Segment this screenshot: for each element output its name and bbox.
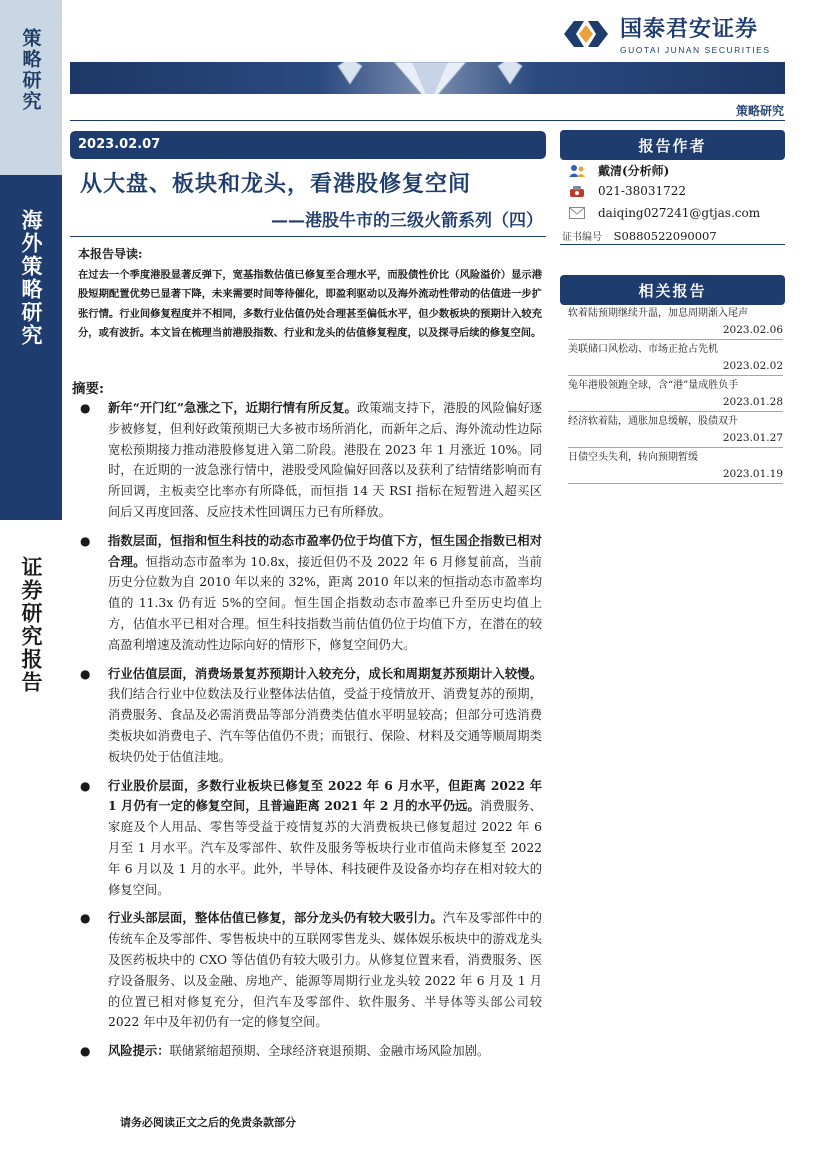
bullet-icon: ●: [80, 778, 91, 793]
summary-item-text: 联储紧缩超预期、全球经济衰退预期、金融市场风险加剧。: [169, 1044, 490, 1059]
summary-item: [80, 664, 542, 768]
logo-chinese: 国泰君安证券: [620, 17, 759, 42]
related-report-item[interactable]: [568, 306, 783, 340]
related-report-title[interactable]: 美联储口风松动、市场正抢占先机: [568, 344, 718, 355]
band-section-bottom: [0, 520, 62, 1170]
band-label-middle: 海外策略研究: [19, 209, 43, 347]
related-reports-list: [568, 306, 783, 486]
summary-item-lead: 新年“开门红”急涨之下，近期行情有所反复。: [108, 400, 357, 415]
diamond-icon: [370, 62, 490, 94]
summary-item-lead: 指数层面，恒指和恒生科技的动态市盈率仍位于均值下方，恒生国企指数已相对合理。: [108, 532, 542, 569]
bullet-icon: ●: [80, 666, 91, 681]
related-report-item[interactable]: [568, 414, 783, 448]
footer-disclaimer: 请务必阅读正文之后的免责条款部分: [120, 1116, 296, 1129]
report-subtitle: ——港股牛市的三级火箭系列（四）: [271, 211, 543, 231]
bullet-icon: ●: [80, 1044, 91, 1059]
author-box-heading: 报告作者: [560, 130, 785, 160]
related-report-title[interactable]: 日债空头失利，转向预期暂缓: [568, 452, 698, 463]
related-report-date: 2023.02.02: [568, 358, 783, 376]
header-banner: [70, 62, 785, 94]
summary-item: [80, 1041, 542, 1062]
related-report-date: 2023.01.27: [568, 430, 783, 448]
email-icon: [568, 206, 586, 220]
related-report-title[interactable]: 兔年港股领跑全球，含“港”量成胜负手: [568, 380, 739, 391]
header-category-tag: 策略研究: [735, 104, 784, 118]
certificate-number: S0880522090007: [613, 229, 717, 243]
certificate-label: 证书编号: [562, 232, 602, 243]
summary-item: [80, 398, 542, 523]
intro-heading: 本报告导读:: [78, 247, 143, 261]
band-label-bottom: 证券研究报告: [19, 556, 43, 694]
related-report-item[interactable]: [568, 342, 783, 376]
summary-item: [80, 908, 542, 1033]
band-label-top: 策略研究: [19, 28, 42, 112]
bullet-icon: ●: [80, 533, 91, 548]
certificate-row: [562, 228, 717, 243]
author-name: 戴清(分析师): [598, 164, 670, 178]
band-section-middle: [0, 175, 62, 520]
related-report-date: 2023.01.19: [568, 466, 783, 484]
summary-heading: 摘要:: [72, 381, 104, 397]
author-email[interactable]: daiqing027241@gtjas.com: [598, 206, 761, 220]
related-report-title[interactable]: 经济软着陆，通胀加息缓解，股债双升: [568, 416, 738, 427]
related-report-date: 2023.01.28: [568, 394, 783, 412]
person-icon: [568, 164, 586, 178]
company-logo: [560, 12, 771, 55]
small-diamond-icon: [335, 62, 365, 86]
summary-item-lead: 风险提示：: [108, 1043, 170, 1059]
report-intro: [78, 245, 542, 343]
author-email-row: [568, 206, 760, 220]
related-reports-heading: 相关报告: [560, 275, 785, 305]
author-phone: 021-38031722: [598, 184, 687, 198]
small-diamond-icon: [495, 62, 525, 86]
title-divider: [70, 236, 546, 237]
summary-item-lead: 行业股价层面，多数行业板块已修复至 2022 年 6 月水平，但距离 2022 年 1 月仍有一定的修复空间，且普遍距离 2021 年 2 月的水平仍远。: [108, 777, 542, 814]
related-report-item[interactable]: [568, 450, 783, 484]
bullet-icon: ●: [80, 911, 91, 926]
report-title: 从大盘、板块和龙头，看港股修复空间: [80, 172, 472, 197]
related-report-date: 2023.02.06: [568, 322, 783, 340]
summary-item-lead: 行业估值层面，消费场景复苏预期计入较充分，成长和周期复苏预期计入较慢。: [108, 665, 542, 681]
intro-body: 在过去一个季度港股显著反弹下，宽基指数估值已修复至合理水平，而股债性价比（风险溢价）显示港股短期配置优势已显著下降，未来需要时间等待催化，即盈利驱动以及海外流动性带动的估值进一步扩张行情。行业间修复程度并不相同，多数行业估值仍处合理甚至偏低水平，但少数板块的预期计入较充分，或有波折。本文旨在梳理当前港股指数、行业和龙头的估值修复程度，以及探寻后续的修复空间。: [78, 269, 542, 339]
bullet-icon: ●: [80, 401, 91, 415]
summary-list: [80, 398, 542, 1070]
logo-english: GUOTAI JUNAN SECURITIES: [620, 45, 771, 55]
related-report-item[interactable]: [568, 378, 783, 412]
summary-item-text: 恒指动态市盈率为 10.8x，接近但仍不及 2022 年 6 月修复前高，当前历史分位数为自 2010 年以来的 32%，距离 2010 年以来的恒指动态市盈率均值的 11.3x 仍有近 5%的空间。恒生国企指数动态市盈率已升至历史均值上方，估值水平已相对合理。恒生科技指数当前估值仍位于均值下方，在潜在的较高盈利增速及流动性边际向好的情形下，修复空间仍大。: [108, 554, 542, 652]
summary-item: [80, 776, 542, 901]
summary-item-text: 消费服务、家庭及个人用品、零售等受益于疫情复苏的大消费板块已修复超过 2022 年 6 月至 1 月水平。汽车及零部件、软件及服务等板块行业市值尚未修复至 2022 年 6 月以及 1 月的水平。此外，半导体、科技硬件及设备亦均存在相对较大的修复空间。: [108, 799, 542, 897]
summary-item-text: 我们结合行业中位数法及行业整体法估值，受益于疫情放开、消费复苏的预期，消费服务、食品及必需消费品等部分消费类估值水平明显较高；但部分可选消费类板块如消费电子、汽车等估值仍不贵；而银行、保险、材料及交通等顺周期类板块仍处于估值洼地。: [108, 687, 542, 764]
author-box-divider: [560, 244, 785, 245]
summary-item-text: 汽车及零部件中的传统车企及零部件、零售板块中的互联网零售龙头、媒体娱乐板块中的游戏龙头及医药板块中的 CXO 等估值仍有较大吸引力。从修复位置来看，消费服务、医疗设备服务、以及金融、房地产、能源等周期行业龙头较 2022 年 6 月及 1 月的位置已相对修复充分，但汽车及零部件、软件服务、半导体等头部公司较 2022 年中及年初仍有一定的修复空间。: [108, 911, 542, 1030]
report-date: 2023.02.07: [70, 131, 546, 159]
author-phone-row: [568, 184, 686, 198]
phone-icon: [568, 184, 586, 198]
summary-item-lead: 行业头部层面，整体估值已修复，部分龙头仍有较大吸引力。: [108, 910, 443, 926]
header-divider: [70, 120, 785, 121]
band-section-top: [0, 0, 62, 175]
author-name-row: [568, 162, 669, 179]
summary-item-text: 政策端支持下，港股的风险偏好逐步被修复，但利好政策预期已大多被市场所消化，而新年之后、海外流动性边际宽松预期接力推动港股修复进入第二阶段。港股在 2023 年 1 月涨近 10%。同时，在近期的一波急涨行情中，港股受风险偏好回落以及获利了结情绪影响而有所回调，主板卖空比率亦有所降低，而恒指 14 天 RSI 指标在短暂进入超买区间后又再度回落、反应技术性回调压力已有所释放。: [108, 401, 542, 519]
summary-item: [80, 531, 542, 656]
related-report-title[interactable]: 软着陆预期继续升温，加息周期渐入尾声: [568, 308, 748, 319]
logo-mark-icon: [560, 15, 612, 53]
left-band: [0, 0, 62, 1170]
